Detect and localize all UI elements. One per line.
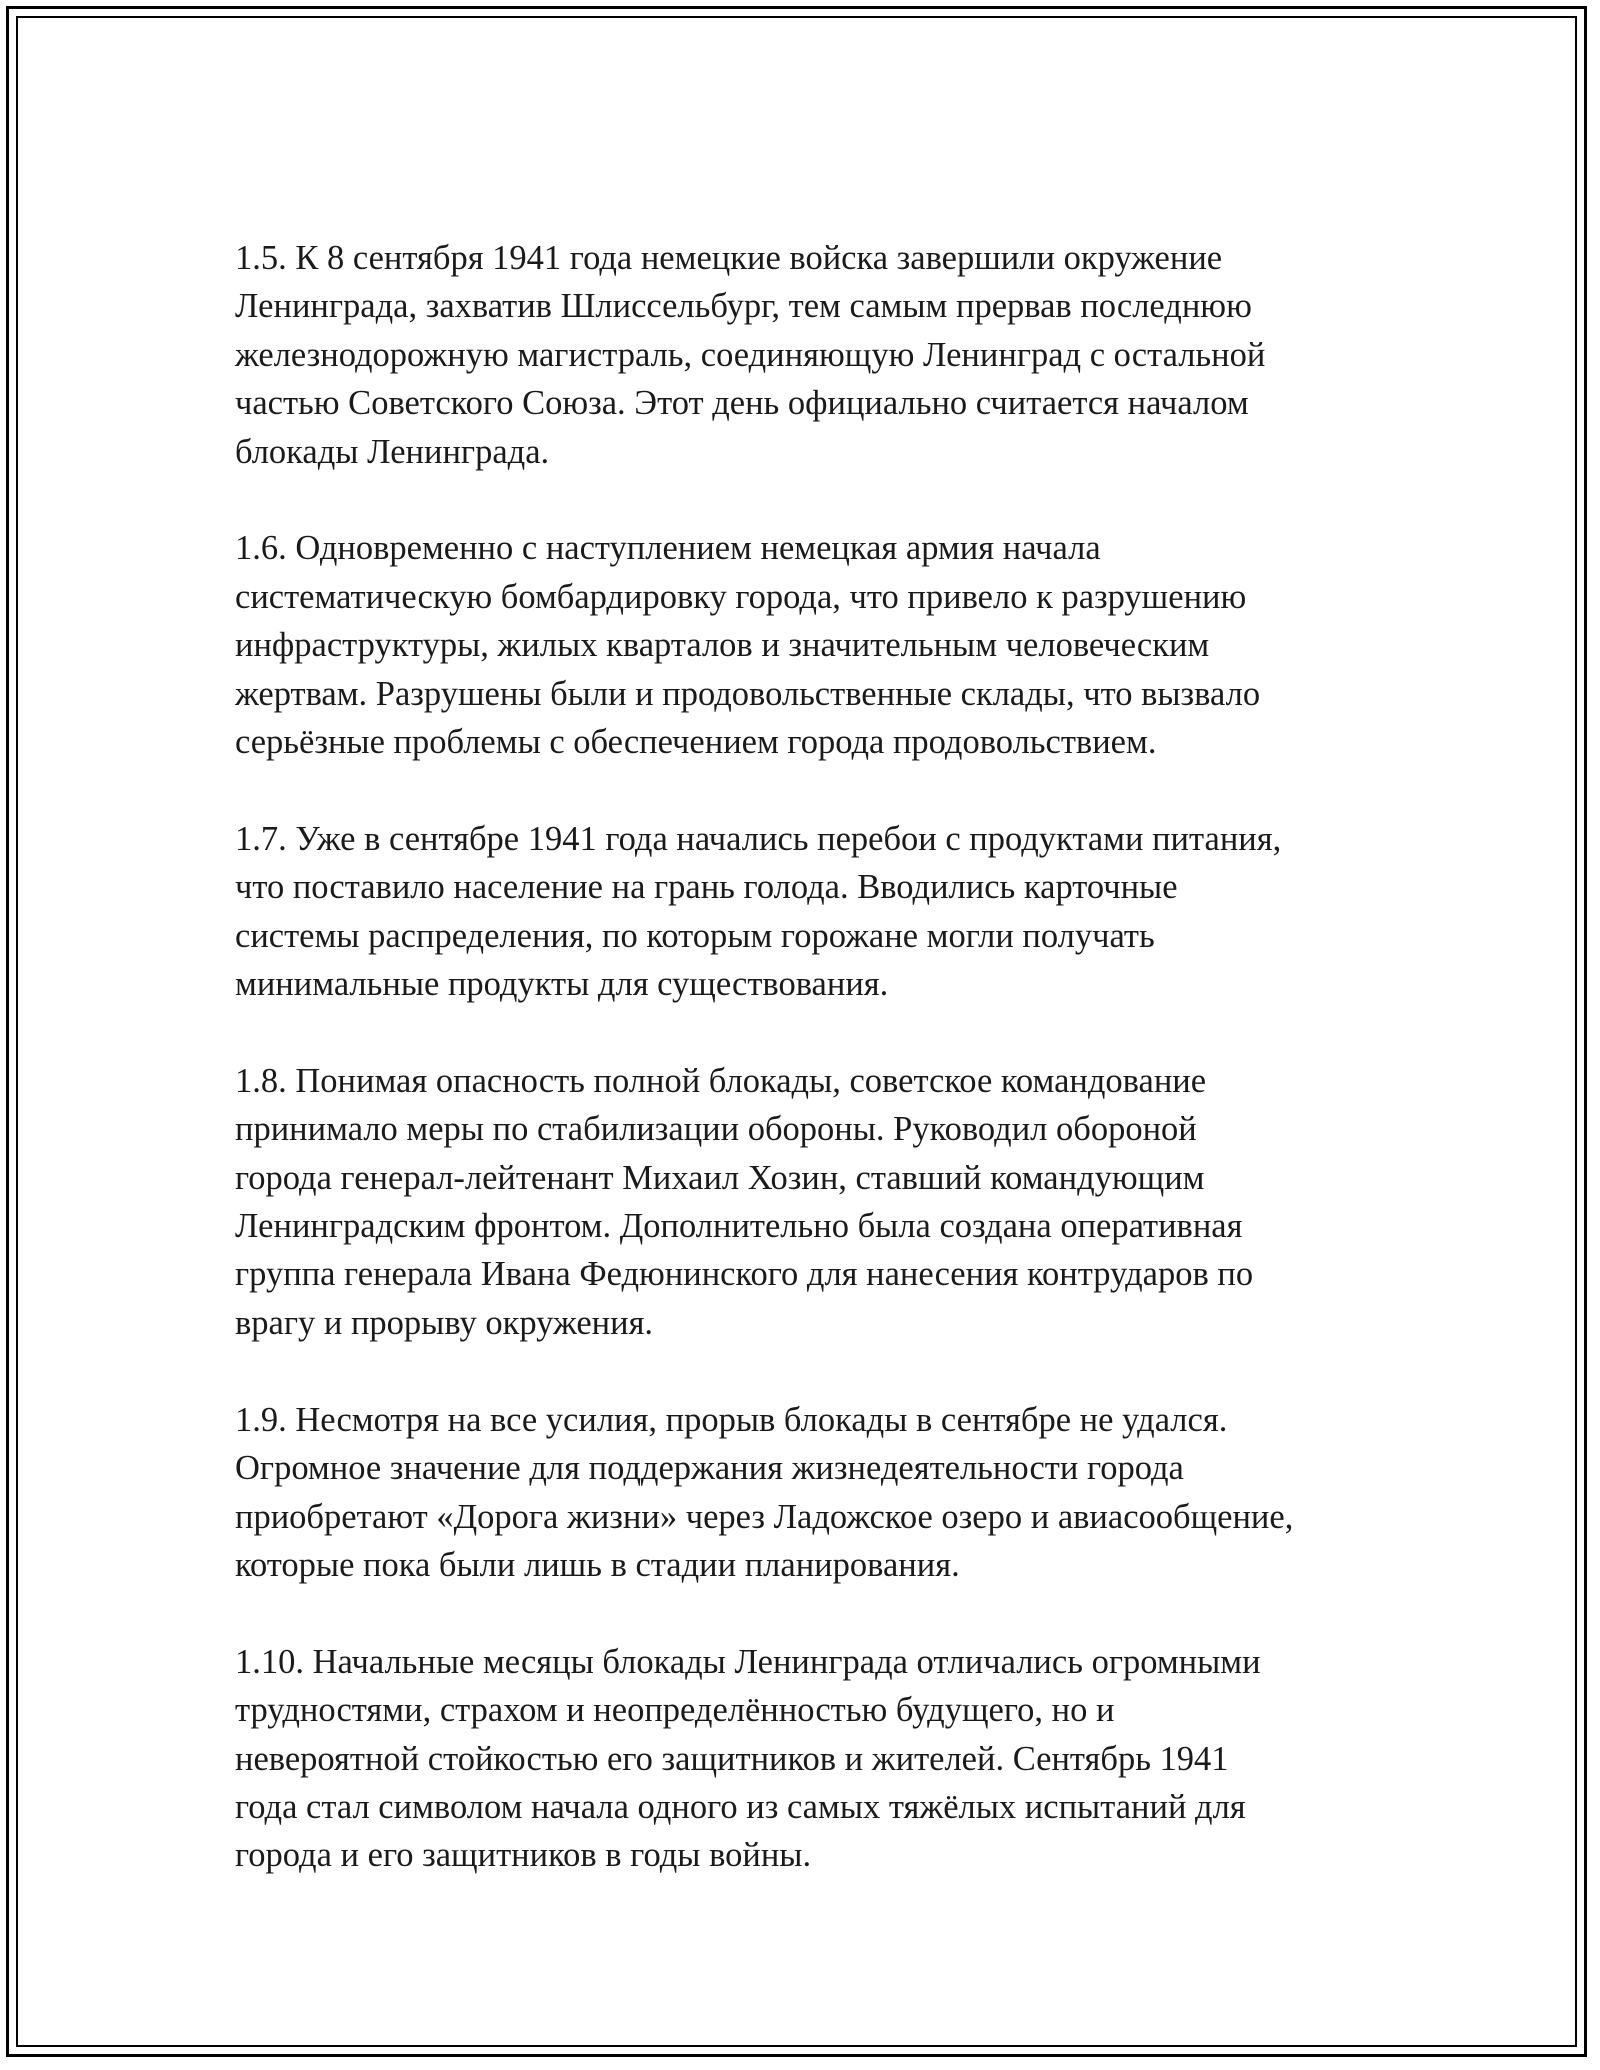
paragraph-1-10: 1.10. Начальные месяцы блокады Ленинграда отличались огромными трудностями, страхом и неопределённостью будущего, но и невероятной стойкостью его защитников и жителей. Сентябрь 1941 года стал символом начала одного из самых тяжёлых испытаний для города и его защитников в годы войны. <box>235 1642 1261 1875</box>
paragraph-1-6: 1.6. Одновременно с наступлением немецкая армия начала систематическую бомбардировку города, что привело к разрушению инфраструктуры, жилых кварталов и значительным человеческим жертвам. Разрушены были и продовольственные склады, что вызвало серьёзные проблемы с обеспечением города продовольствием. <box>235 529 1261 762</box>
document-body <box>235 234 1385 1880</box>
paragraph-1-5: 1.5. К 8 сентября 1941 года немецкие войска завершили окружение Ленинграда, захватив Шлиссельбург, тем самым прервав последнюю железнодорожную магистраль, соединяющую Ленинград с остальной частью Советского Союза. Этот день официально считается началом блокады Ленинграда. <box>235 239 1266 471</box>
paragraph-1-9: 1.9. Несмотря на все усилия, прорыв блокады в сентябре не удался. Огромное значение для поддержания жизнедеятельности города приобретают «Дорога жизни» через Ладожское озеро и авиасообщение, которые пока были лишь в стадии планирования. <box>235 1400 1294 1584</box>
paragraph-1-7: 1.7. Уже в сентябре 1941 года начались перебои с продуктами питания, что поставило население на грань голода. Вводились карточные системы распределения, по которым горожане могли получать минимальные продукты для существования. <box>235 819 1282 1004</box>
paragraph-1-8: 1.8. Понимая опасность полной блокады, советское командование принимало меры по стабилизации обороны. Руководил обороной города генерал-лейтенант Михаил Хозин, ставший командующим Ленинградским фронтом. Дополнительно была создана оперативная группа генерала Ивана Федюнинского для нанесения контрударов по врагу и прорыву окружения. <box>235 1061 1254 1342</box>
